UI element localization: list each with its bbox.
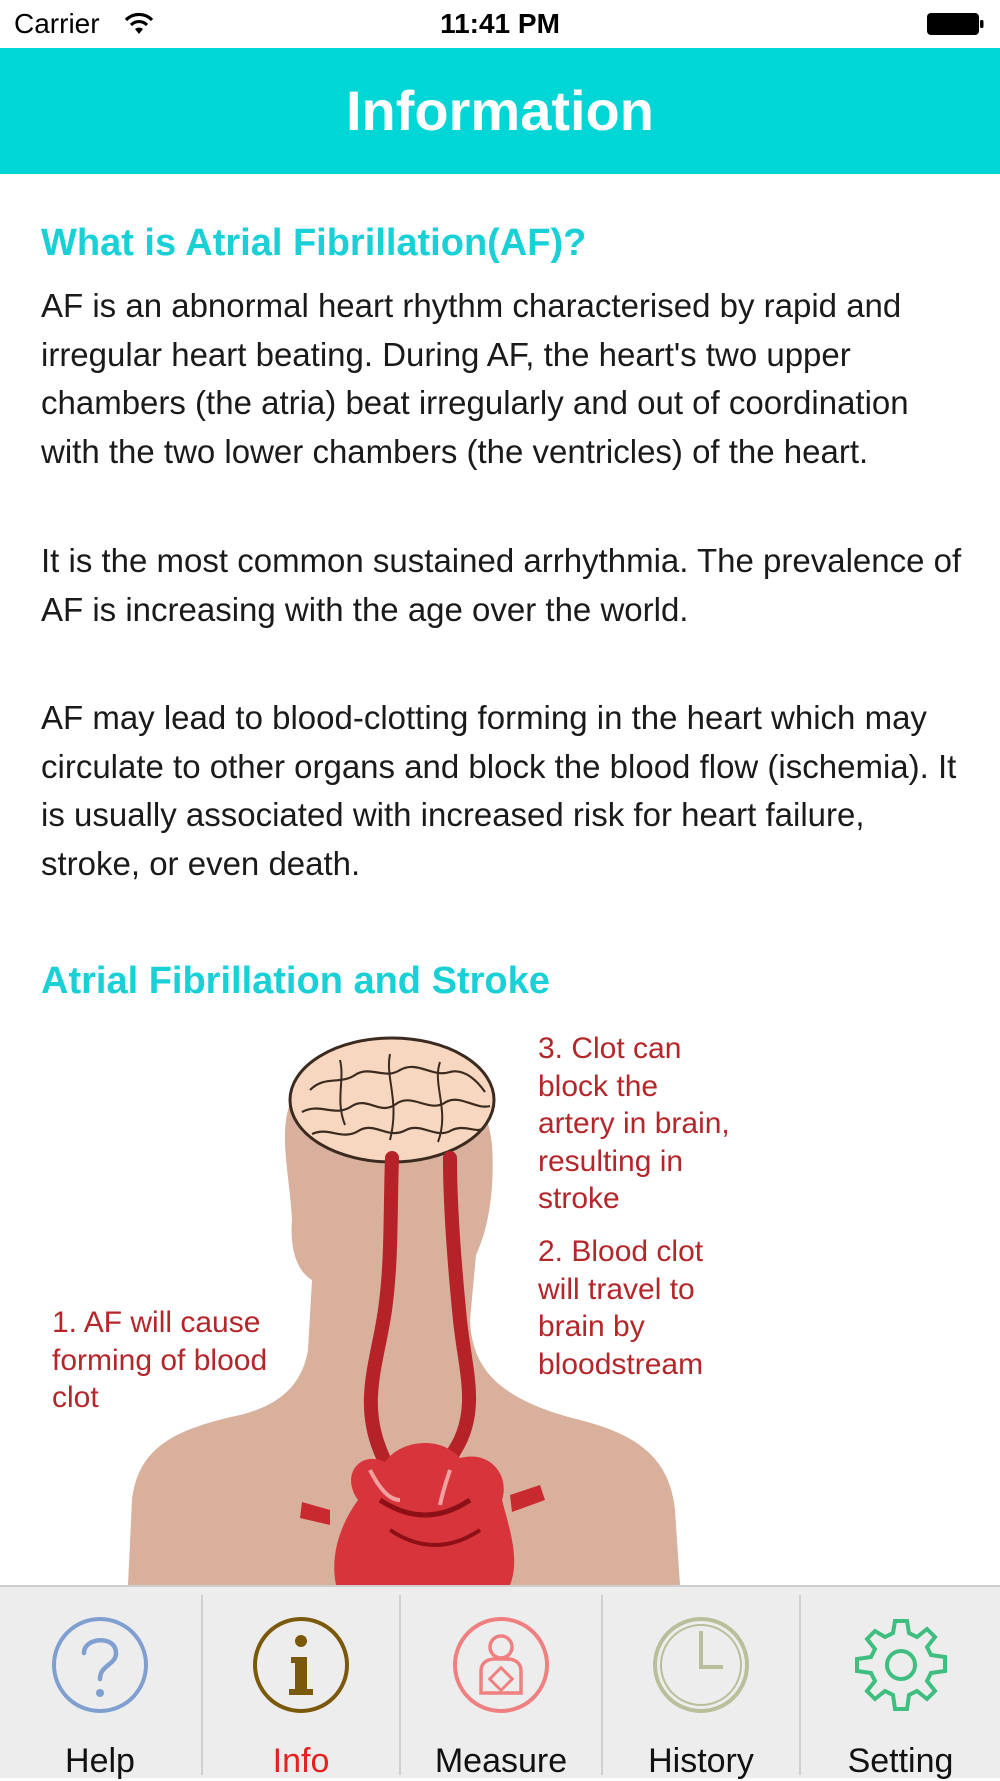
paragraph-af-definition: AF is an abnormal heart rhythm characterised by rapid and irregular heart beating. During AF, the heart's two upper chambers (the atria) beat irregularly and out of coordination with the two lower chambers (the ventricles) of the heart. — [41, 287, 909, 470]
measure-icon — [449, 1613, 553, 1717]
tab-history[interactable] — [603, 1587, 799, 1780]
tab-info[interactable] — [203, 1587, 399, 1780]
tab-measure-label: Measure — [434, 1742, 568, 1780]
page-title: Information — [346, 79, 654, 142]
status-bar — [0, 0, 1000, 48]
tab-measure[interactable] — [401, 1587, 601, 1780]
tab-help[interactable] — [0, 1587, 200, 1780]
brain-icon — [290, 1038, 494, 1162]
nav-bar — [0, 48, 1000, 174]
section-heading-stroke: Atrial Fibrillation and Stroke — [41, 960, 550, 1002]
tab-info-label: Info — [272, 1742, 330, 1780]
question-icon — [48, 1613, 152, 1717]
battery-icon — [926, 12, 984, 36]
caption-step-3: 3. Clot can block the artery in brain, resulting in stroke — [538, 1032, 730, 1215]
section-heading-af: What is Atrial Fibrillation(AF)? — [41, 222, 587, 264]
tab-setting[interactable] — [801, 1587, 1000, 1780]
carrier-label: Carrier — [14, 8, 100, 39]
clock-icon — [649, 1613, 753, 1717]
paragraph-af-risks: AF may lead to blood-clotting forming in the heart which may circulate to other organs and block the blood flow (ischemia). It is usually associated with increased risk for heart failure, stroke, or even death. — [41, 699, 957, 882]
gear-icon — [849, 1613, 953, 1717]
caption-step-1: 1. AF will cause forming of blood clot — [52, 1306, 268, 1414]
tab-help-label: Help — [65, 1742, 135, 1780]
tab-setting-label: Setting — [847, 1742, 954, 1780]
info-icon — [249, 1613, 353, 1717]
paragraph-af-prevalence: It is the most common sustained arrhythmia. The prevalence of AF is increasing with the age over the world. — [41, 542, 962, 628]
caption-step-2: 2. Blood clot will travel to brain by bloodstream — [538, 1235, 704, 1381]
tab-bar — [0, 1585, 1000, 1778]
tab-history-label: History — [648, 1742, 754, 1780]
clock-time: 11:41 PM — [440, 8, 560, 39]
